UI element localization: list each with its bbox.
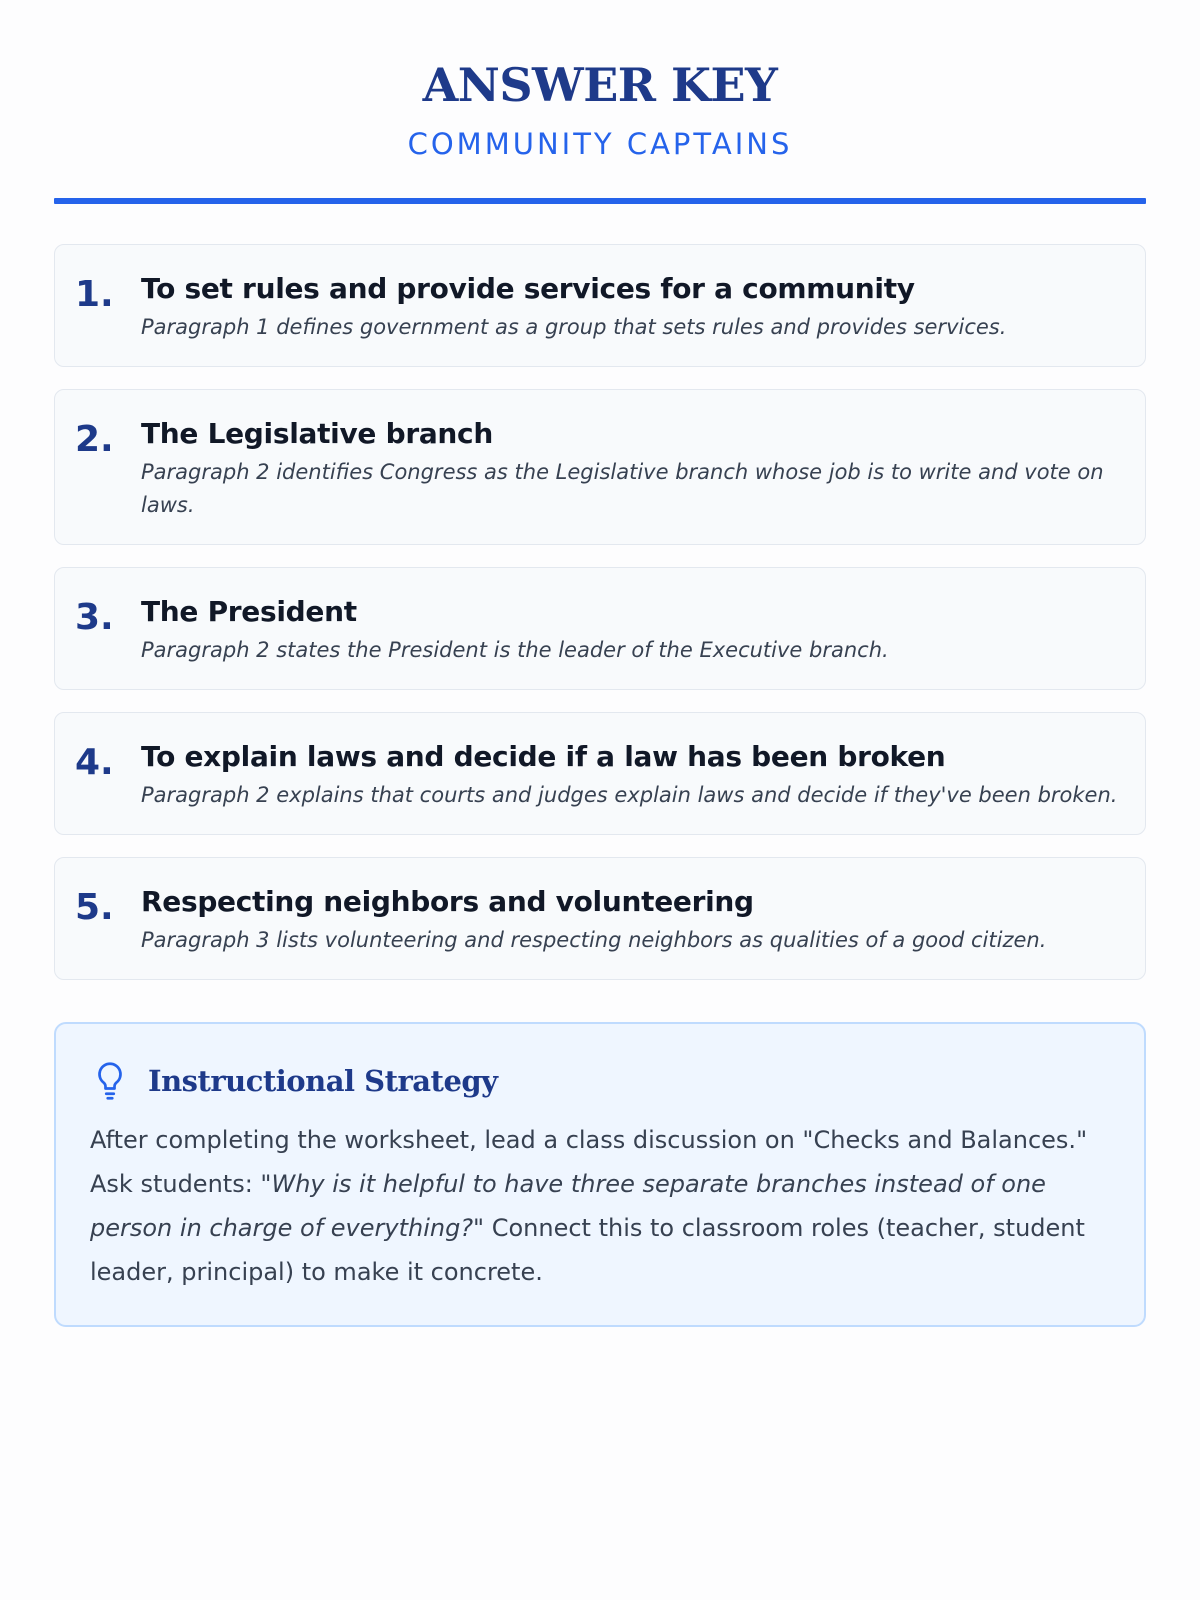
answer-explanation: Paragraph 2 explains that courts and judges explain laws and decide if they've been broken. <box>141 783 1118 807</box>
strategy-quote: "Why is it helpful to have three separate branches instead of one person in charge of everything?" <box>90 1170 1046 1242</box>
answer-card-1 <box>54 244 1146 367</box>
answer-card-4 <box>54 712 1146 835</box>
instructional-strategy-box <box>54 1022 1146 1327</box>
answer-text: To set rules and provide services for a community <box>141 272 915 305</box>
answer-text: The President <box>141 595 357 628</box>
answer-text: To explain laws and decide if a law has been broken <box>141 740 946 773</box>
answer-text: The Legislative branch <box>141 417 493 450</box>
strategy-text-outro: Connect this to classroom roles (teacher, student leader, principal) to make it concrete. <box>90 1214 1085 1286</box>
answer-explanation: Paragraph 1 defines government as a group that sets rules and provides services. <box>141 315 1007 339</box>
answer-list <box>54 244 1146 980</box>
header-divider <box>54 198 1146 204</box>
page-title: ANSWER KEY <box>422 58 778 112</box>
answer-explanation: Paragraph 2 identifies Congress as the Legislative branch whose job is to write and vote on laws. <box>141 460 1104 517</box>
lightbulb-icon <box>92 1060 128 1102</box>
answer-card-3 <box>54 567 1146 690</box>
header <box>54 0 1146 171</box>
answer-card-2 <box>54 389 1146 545</box>
answer-number: 2. <box>75 419 114 460</box>
answer-card-5 <box>54 857 1146 980</box>
answer-text: Respecting neighbors and volunteering <box>141 885 754 918</box>
strategy-text-intro: After completing the worksheet, lead a class discussion on "Checks and Balances." Ask students: <box>90 1126 1088 1198</box>
answer-number: 4. <box>75 742 114 783</box>
strategy-title: Instructional Strategy <box>148 1064 498 1098</box>
strategy-header <box>90 1058 1110 1104</box>
answer-explanation: Paragraph 2 states the President is the leader of the Executive branch. <box>141 638 889 662</box>
answer-number: 1. <box>75 274 114 315</box>
strategy-text <box>90 1118 1110 1294</box>
answer-number: 5. <box>75 887 114 928</box>
answer-explanation: Paragraph 3 lists volunteering and respecting neighbors as qualities of a good citizen. <box>141 928 1047 952</box>
page-subtitle: COMMUNITY CAPTAINS <box>407 127 793 161</box>
answer-number: 3. <box>75 597 114 638</box>
